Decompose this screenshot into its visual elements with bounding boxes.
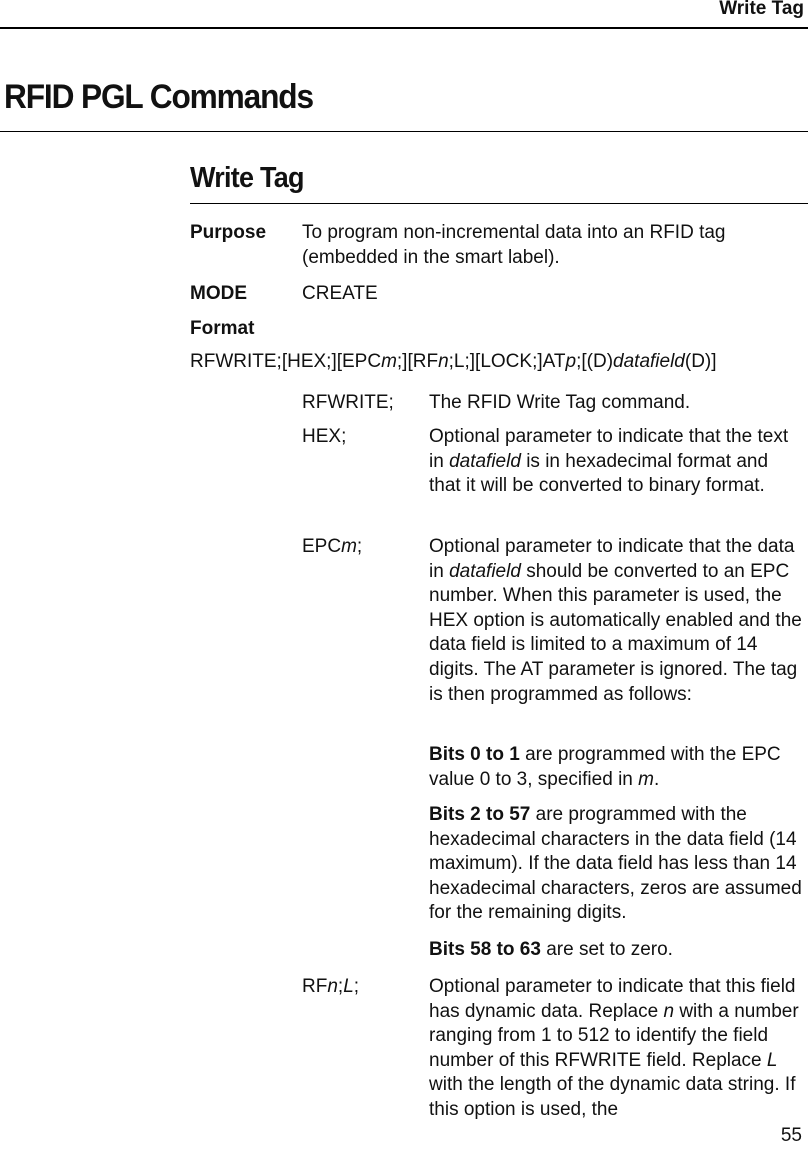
param-term-hex: HEX; [302, 426, 347, 447]
header-rule [0, 27, 808, 29]
term-var: m [341, 536, 357, 557]
running-header: Write Tag [719, 0, 804, 19]
bits-label: Bits 2 to 57 [429, 804, 531, 825]
epc-bits-58-63 [429, 938, 804, 963]
syntax-var-m: m [381, 351, 397, 372]
epc-bits-0-1 [429, 743, 804, 792]
term-var: n [327, 976, 338, 997]
desc-text: with the length of the dynamic data string. If this option is used, the [429, 1074, 796, 1120]
term-var: L [343, 976, 354, 997]
term-text: RF [302, 976, 328, 997]
desc-text: Optional parameter to indicate that this field has dynamic data. Replace [429, 976, 796, 1022]
desc-var: L [766, 1049, 778, 1071]
section-rule [190, 203, 808, 204]
syntax-part: ;L;][LOCK;]AT [448, 351, 566, 372]
section-title: Write Tag [190, 162, 304, 194]
format-syntax [190, 350, 717, 375]
epc-bits-2-57 [429, 803, 804, 926]
format-label: Format [190, 318, 255, 339]
syntax-part: ;[(D) [576, 351, 614, 372]
chapter-title: RFID PGL Commands [4, 78, 313, 116]
syntax-var-n: n [438, 351, 449, 372]
term-text: ; [356, 536, 363, 557]
term-text: ; [337, 976, 344, 997]
param-term-rfwrite: RFWRITE; [302, 392, 394, 413]
term-text: EPC [302, 536, 342, 557]
bits-text: . [653, 768, 660, 790]
bits-label: Bits 58 to 63 [429, 939, 541, 960]
param-term-rf [302, 975, 359, 1000]
desc-var: datafield [449, 560, 521, 582]
syntax-part: RFWRITE;[HEX;][EPC [190, 351, 382, 372]
purpose-label: Purpose [190, 222, 267, 243]
param-desc-rf [429, 975, 804, 1123]
chapter-rule [0, 131, 808, 132]
mode-value: CREATE [302, 283, 378, 304]
term-text: ; [353, 976, 360, 997]
syntax-var-p: p [565, 351, 577, 372]
bits-text: are programmed with the EPC value 0 to 3, specified in [429, 744, 781, 790]
desc-var: n [663, 1000, 675, 1022]
desc-var: datafield [449, 450, 521, 472]
desc-text: is in hexadecimal format and that it will be converted to binary format. [429, 450, 769, 497]
bits-var: m [638, 768, 654, 790]
bits-label: Bits 0 to 1 [429, 744, 520, 765]
param-desc-epc [429, 535, 804, 707]
param-term-epc [302, 535, 362, 560]
mode-label: MODE [190, 283, 247, 304]
syntax-part: ;][RF [396, 351, 439, 372]
param-desc-rfwrite: The RFID Write Tag command. [429, 392, 691, 413]
desc-text: should be converted to an EPC number. When this parameter is used, the HEX option is automatically enabled and the data field is limited to a maximum of 14 digits. The AT parameter is ignored. The tag is then programmed as follows: [429, 560, 802, 705]
bits-text: are programmed with the hexadecimal characters in the data field (14 maximum). If the data field has less than 14 hexadecimal characters, zeros are assumed for the remaining digits. [429, 804, 802, 924]
desc-text: Optional parameter to indicate that the data in [429, 536, 795, 582]
syntax-var-datafield: datafield [613, 351, 685, 372]
param-desc-hex [429, 425, 804, 499]
bits-text: are set to zero. [540, 939, 673, 960]
syntax-part: (D)] [684, 351, 717, 372]
purpose-text: To program non-incremental data into an RFID tag (embedded in the smart label). [302, 222, 726, 268]
desc-text: with a number ranging from 1 to 512 to identify the field number of this RFWRITE field. Replace [429, 1000, 799, 1071]
desc-text: Optional parameter to indicate that the text in [429, 426, 789, 472]
page-number: 55 [780, 1125, 802, 1146]
